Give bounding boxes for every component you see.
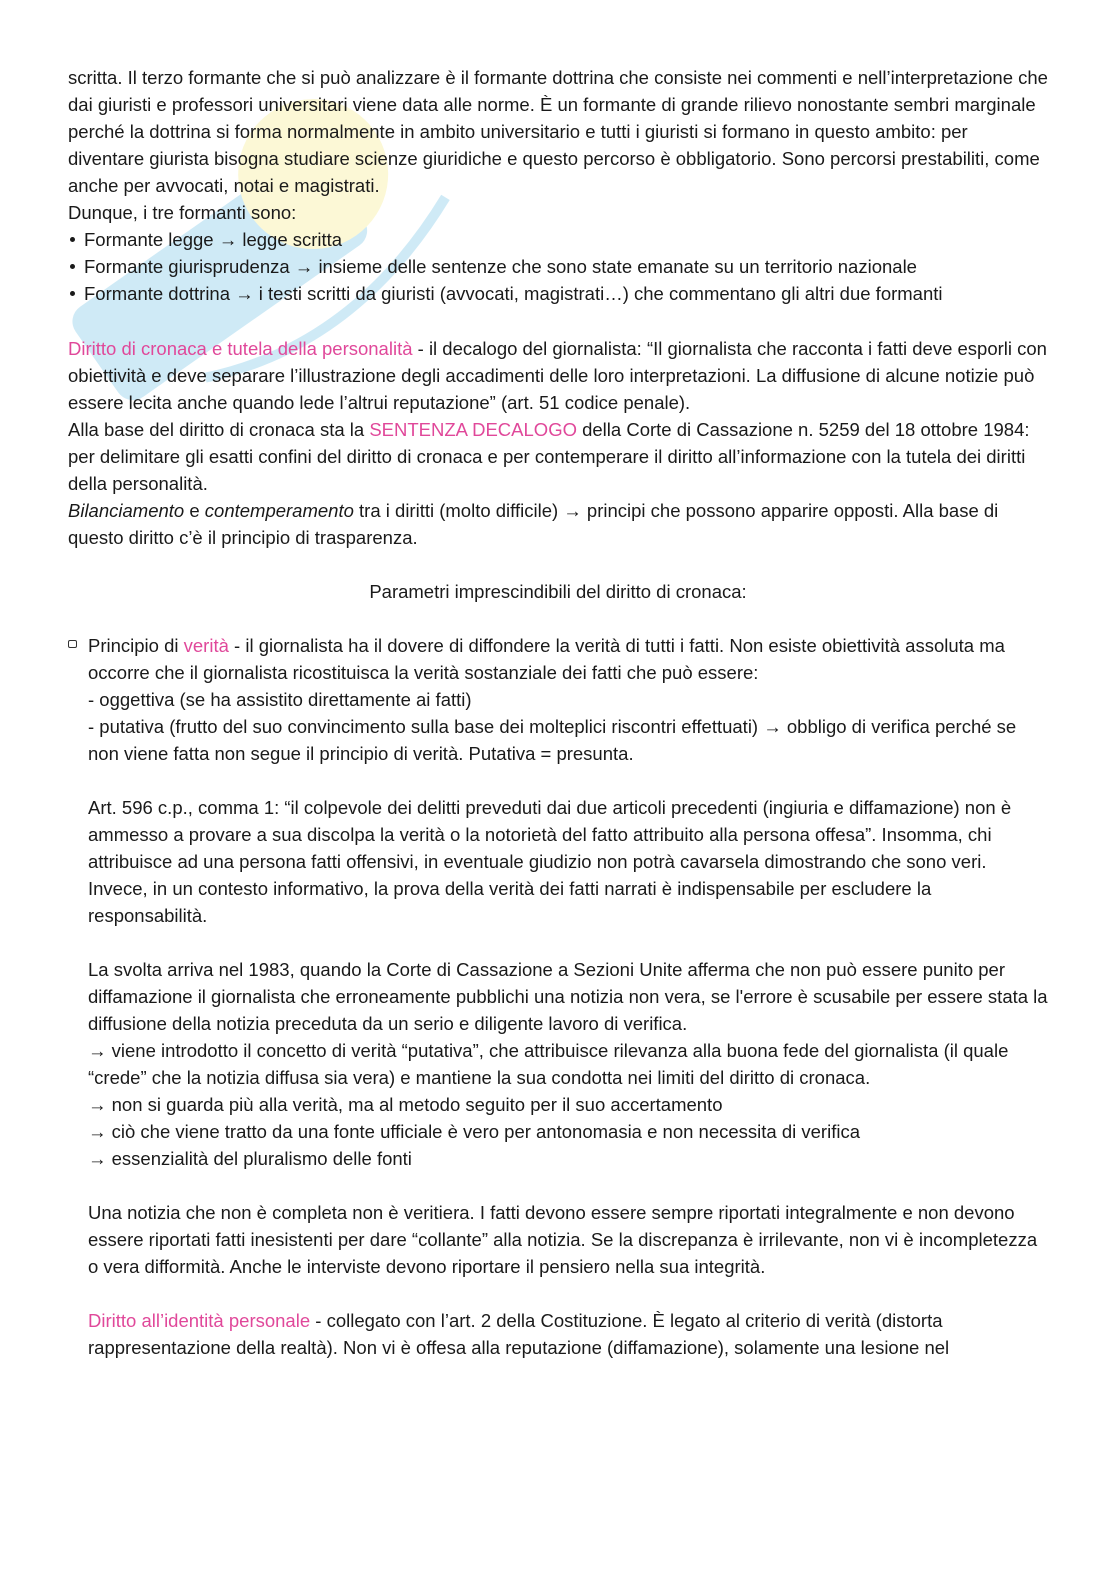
- paragraph-svolta-1983: La svolta arriva nel 1983, quando la Corte di Cassazione a Sezioni Unite afferma che non può essere punito per diffamazione il giornalista che erroneamente pubblichi una notizia non vera, se l'errore è scusabile per essere stata la diffusione della notizia preceduta da un serio e diligente lavoro di verifica.: [88, 959, 1048, 1034]
- section-heading-identita-personale: Diritto all’identità personale: [88, 1310, 311, 1331]
- list-item: - oggettiva (se ha assistito direttamente ai fatti): [88, 689, 472, 710]
- paragraph-bilanciamento: Bilanciamento e contemperamento tra i diritti (molto difficile) → principi che possono apparire opposti. Alla base di questo diritto c’è il principio di trasparenza.: [68, 500, 999, 548]
- highlight-sentenza-decalogo: SENTENZA DECALOGO: [369, 419, 577, 440]
- highlight-verita: verità: [183, 635, 229, 656]
- section-heading-diritto-cronaca: Diritto di cronaca e tutela della personalità: [68, 338, 413, 359]
- list-item-principio-verita: [68, 632, 1048, 1361]
- arrow-item: → viene introdotto il concetto di verità “putativa”, che attribuisce rilevanza alla buona fede del giornalista (il quale “crede” che la notizia diffusa sia vera) e mantiene la sua condotta nei limiti del diritto di cronaca.: [88, 1040, 1009, 1088]
- checkbox-icon: [68, 640, 77, 648]
- arrow-item: → ciò che viene tratto da una fonte ufficiale è vero per antonomasia e non necessita di verifica: [88, 1121, 860, 1142]
- centered-heading-parametri: Parametri imprescindibili del diritto di cronaca:: [369, 581, 747, 602]
- list-item: Formante giurisprudenza → insieme delle sentenze che sono state emanate su un territorio nazionale: [68, 253, 1048, 280]
- paragraph-identita-personale: Diritto all’identità personale - collegato con l’art. 2 della Costituzione. È legato al criterio di verità (distorta rappresentazione della realtà). Non vi è offesa alla reputazione (diffamazione), solamente una lesione nel: [88, 1310, 950, 1358]
- document-page: [68, 64, 1048, 1361]
- arrow-item: → non si guarda più alla verità, ma al metodo seguito per il suo accertamento: [88, 1094, 723, 1115]
- paragraph-formanti-intro: scritta. Il terzo formante che si può analizzare è il formante dottrina che consiste nei commenti e nell’interpretazione che dai giuristi e professori universitari viene data alle norme. È un formante di grande rilievo nonostante sembri marginale perché la dottrina si forma normalmente in ambito universitario e tutti i giuristi si formano in questo ambito: per diventare giurista bisogna studiare scienze giuridiche e questo percorso è obbligatorio. Sono percorsi prestabiliti, come anche per avvocati, notai e magistrati.: [68, 67, 1048, 196]
- list-item: - putativa (frutto del suo convincimento sulla base dei molteplici riscontri effettuati) → obbligo di verifica perché se non viene fatta non segue il principio di verità. Putativa = presunta.: [88, 716, 1017, 764]
- paragraph-diritto-cronaca: Diritto di cronaca e tutela della personalità - il decalogo del giornalista: “Il giornalista che racconta i fatti deve esporli con obiettività e deve separare l’illustrazione degli accadimenti delle loro interpretazioni. La diffusione di alcune notizie può essere lecita anche quando lede l’altrui reputazione” (art. 51 codice penale).: [68, 338, 1047, 413]
- paragraph-principio-verita: Principio di verità - il giornalista ha il dovere di diffondere la verità di tutti i fatti. Non esiste obiettività assoluta ma occorre che il giornalista ricostituisca la verità sostanziale dei fatti che può essere:: [88, 635, 1005, 683]
- arrow-item: → essenzialità del pluralismo delle fonti: [88, 1148, 412, 1169]
- list-item: Formante legge → legge scritta: [68, 226, 1048, 253]
- list-item: Formante dottrina → i testi scritti da giuristi (avvocati, magistrati…) che commentano gli altri due formanti: [68, 280, 1048, 307]
- paragraph-tre-formanti: Dunque, i tre formanti sono:: [68, 202, 297, 223]
- paragraph-art-596: Art. 596 c.p., comma 1: “il colpevole dei delitti preveduti dai due articoli precedenti (ingiuria e diffamazione) non è ammesso a provare a sua discolpa la verità o la notorietà del fatto attribuito alla persona offesa”. Insomma, chi attribuisce ad una persona fatti offensivi, in eventuale giudizio non potrà cavarsela dimostrando che sono veri. Invece, in un contesto informativo, la prova della verità dei fatti narrati è indispensabile per escludere la responsabilità.: [88, 797, 1012, 926]
- paragraph-sentenza-decalogo: Alla base del diritto di cronaca sta la SENTENZA DECALOGO della Corte di Cassazione n. 5259 del 18 ottobre 1984: per delimitare gli esatti confini del diritto di cronaca e per contemperare il diritto all’informazione con la tutela dei diritti della personalità.: [68, 419, 1030, 494]
- paragraph-notizia-completa: Una notizia che non è completa non è veritiera. I fatti devono essere sempre riportati integralmente e non devono essere riportati fatti inesistenti per dare “collante” alla notizia. Se la discrepanza è irrilevante, non vi è incompletezza o vera difformità. Anche le interviste devono riportare il pensiero nella sua integrità.: [88, 1202, 1038, 1277]
